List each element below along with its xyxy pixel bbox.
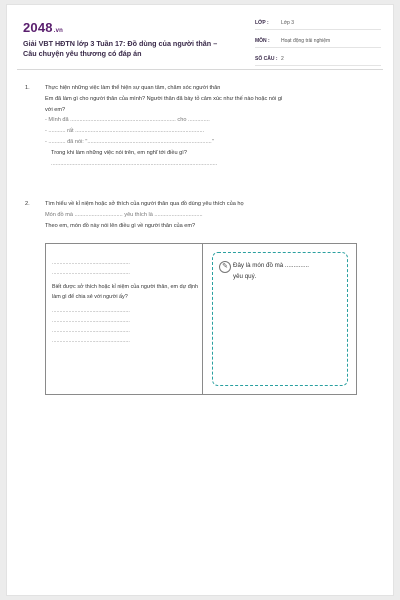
table-instruction: Biết được sở thích hoặc kỉ niệm của người thân, em dự định làm gì để chia sẻ với người ấy? — [52, 284, 198, 300]
q1-heading: Thực hiện những việc làm thể hiện sự quan tâm, chăm sóc người thân — [45, 85, 221, 91]
logo-main: 2048 — [23, 20, 53, 35]
q2-heading: Tìm hiểu về kỉ niệm hoặc sở thích của người thân qua đồ dùng yêu thích của họ — [45, 201, 244, 207]
q1-prompt-cont: với em? — [45, 106, 66, 113]
meta-info — [255, 17, 381, 71]
q1-answer-line: ........................................................................................................... — [51, 160, 218, 167]
q1-subquestion: Trong khi làm những việc nói trên, em nghĩ tới điều gì? — [51, 149, 187, 156]
title-line-2: Câu chuyện yêu thương có đáp án — [23, 49, 142, 58]
q1-prompt: Em đã làm gì cho người thân của mình? Người thân đã bày tỏ cảm xúc như thế nào hoặc nói gì — [45, 95, 283, 102]
answer-line: .................................................... — [52, 260, 130, 266]
meta-key: MÔN : — [255, 38, 270, 44]
answer-line: .................................................... — [52, 318, 130, 324]
meta-value: 2 — [281, 56, 284, 62]
q2-prompt: Theo em, món đồ này nói lên điều gì về người thân của em? — [45, 222, 196, 229]
answer-line: .................................................... — [52, 308, 130, 314]
box-text — [233, 261, 343, 282]
q1-fill-line: - ........... rất ................................................................................... — [45, 128, 205, 135]
table-divider — [202, 244, 203, 394]
question-number: 1. — [25, 85, 30, 91]
document-page — [6, 4, 394, 596]
logo-suffix: .vn — [53, 28, 64, 34]
answer-line: .................................................... — [52, 338, 130, 344]
q1-fill-line: - Mình đã .................................................................... cho .............. — [45, 117, 210, 124]
question-1 — [25, 83, 375, 169]
header-divider — [17, 69, 383, 70]
meta-row-subject — [255, 35, 381, 48]
meta-row-class — [255, 17, 381, 30]
answer-table — [45, 243, 357, 395]
box-text-line-2: yêu quý. — [233, 272, 257, 280]
meta-row-count — [255, 53, 381, 66]
title-line-1: Giải VBT HĐTN lớp 3 Tuần 17: Đồ dùng của người thân – — [23, 39, 218, 48]
table-left-cell — [52, 258, 198, 346]
meta-value: Lớp 3 — [281, 20, 295, 26]
meta-value: Hoạt động trải nghiệm — [281, 38, 331, 44]
answer-line: .................................................... — [52, 270, 130, 276]
box-text-line-1: Đây là món đồ mà .............. — [233, 262, 309, 269]
site-logo[interactable] — [23, 20, 63, 35]
meta-key: SỐ CÂU : — [255, 56, 278, 62]
document-title — [23, 39, 251, 59]
question-number: 2. — [25, 201, 30, 207]
answer-line: .................................................... — [52, 328, 130, 334]
tag-icon: ✎ — [219, 261, 231, 273]
question-2 — [25, 199, 375, 231]
dashed-answer-box — [212, 252, 348, 386]
q1-fill-line: - ........... đã nói: "................................................................................" — [45, 138, 214, 145]
meta-key: LỚP : — [255, 20, 269, 26]
q2-fill-line: Món đồ mà ............................... yêu thích là ............................... — [45, 211, 203, 218]
